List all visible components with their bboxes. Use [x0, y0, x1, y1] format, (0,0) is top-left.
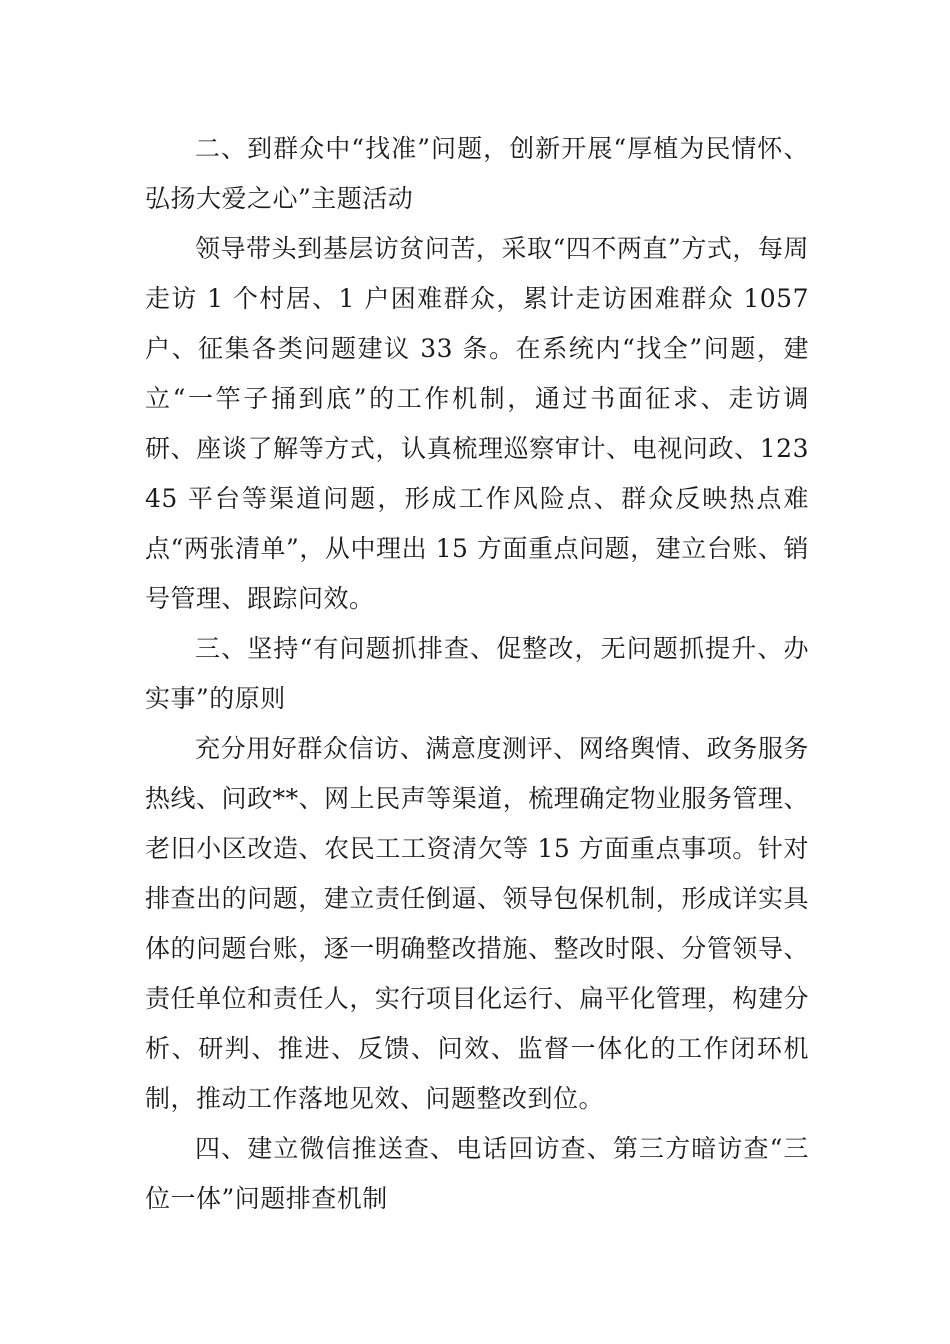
body-paragraph-1: 领导带头到基层访贫问苦，采取“四不两直”方式，每周走访 1 个村居、1 户困难群众，累计走访困难群众 1057 户、征集各类问题建议 33 条。在系统内“找全”问题，建立“一竿子捅到底”的工作机制，通过书面征求、走访调研、座谈了解等方式，认真梳理巡察审计、电视问政、12345 平台等渠道问题，形成工作风险点、群众反映热点难点“两张清单”，从中理出 15 方面重点问题，建立台账、销号管理、跟踪问效。 — [145, 234, 809, 613]
section-heading-4: 四、建立微信推送查、电话回访查、第三方暗访查“三位一体”问题排查机制 — [145, 1134, 809, 1213]
document-body — [145, 124, 809, 1224]
body-paragraph-2: 充分用好群众信访、满意度测评、网络舆情、政务服务热线、问政**、网上民声等渠道，梳理确定物业服务管理、老旧小区改造、农民工工资清欠等 15 方面重点事项。针对排查出的问题，建立责任倒逼、领导包保机制，形成详实具体的问题台账，逐一明确整改措施、整改时限、分管领导、责任单位和责任人，实行项目化运行、扁平化管理，构建分析、研判、推进、反馈、问效、监督一体化的工作闭环机制，推动工作落地见效、问题整改到位。 — [145, 734, 809, 1113]
section-heading-2: 二、到群众中“找准”问题，创新开展“厚植为民情怀、弘扬大爱之心”主题活动 — [145, 134, 809, 213]
section-heading-3: 三、坚持“有问题抓排查、促整改，无问题抓提升、办实事”的原则 — [145, 634, 809, 713]
